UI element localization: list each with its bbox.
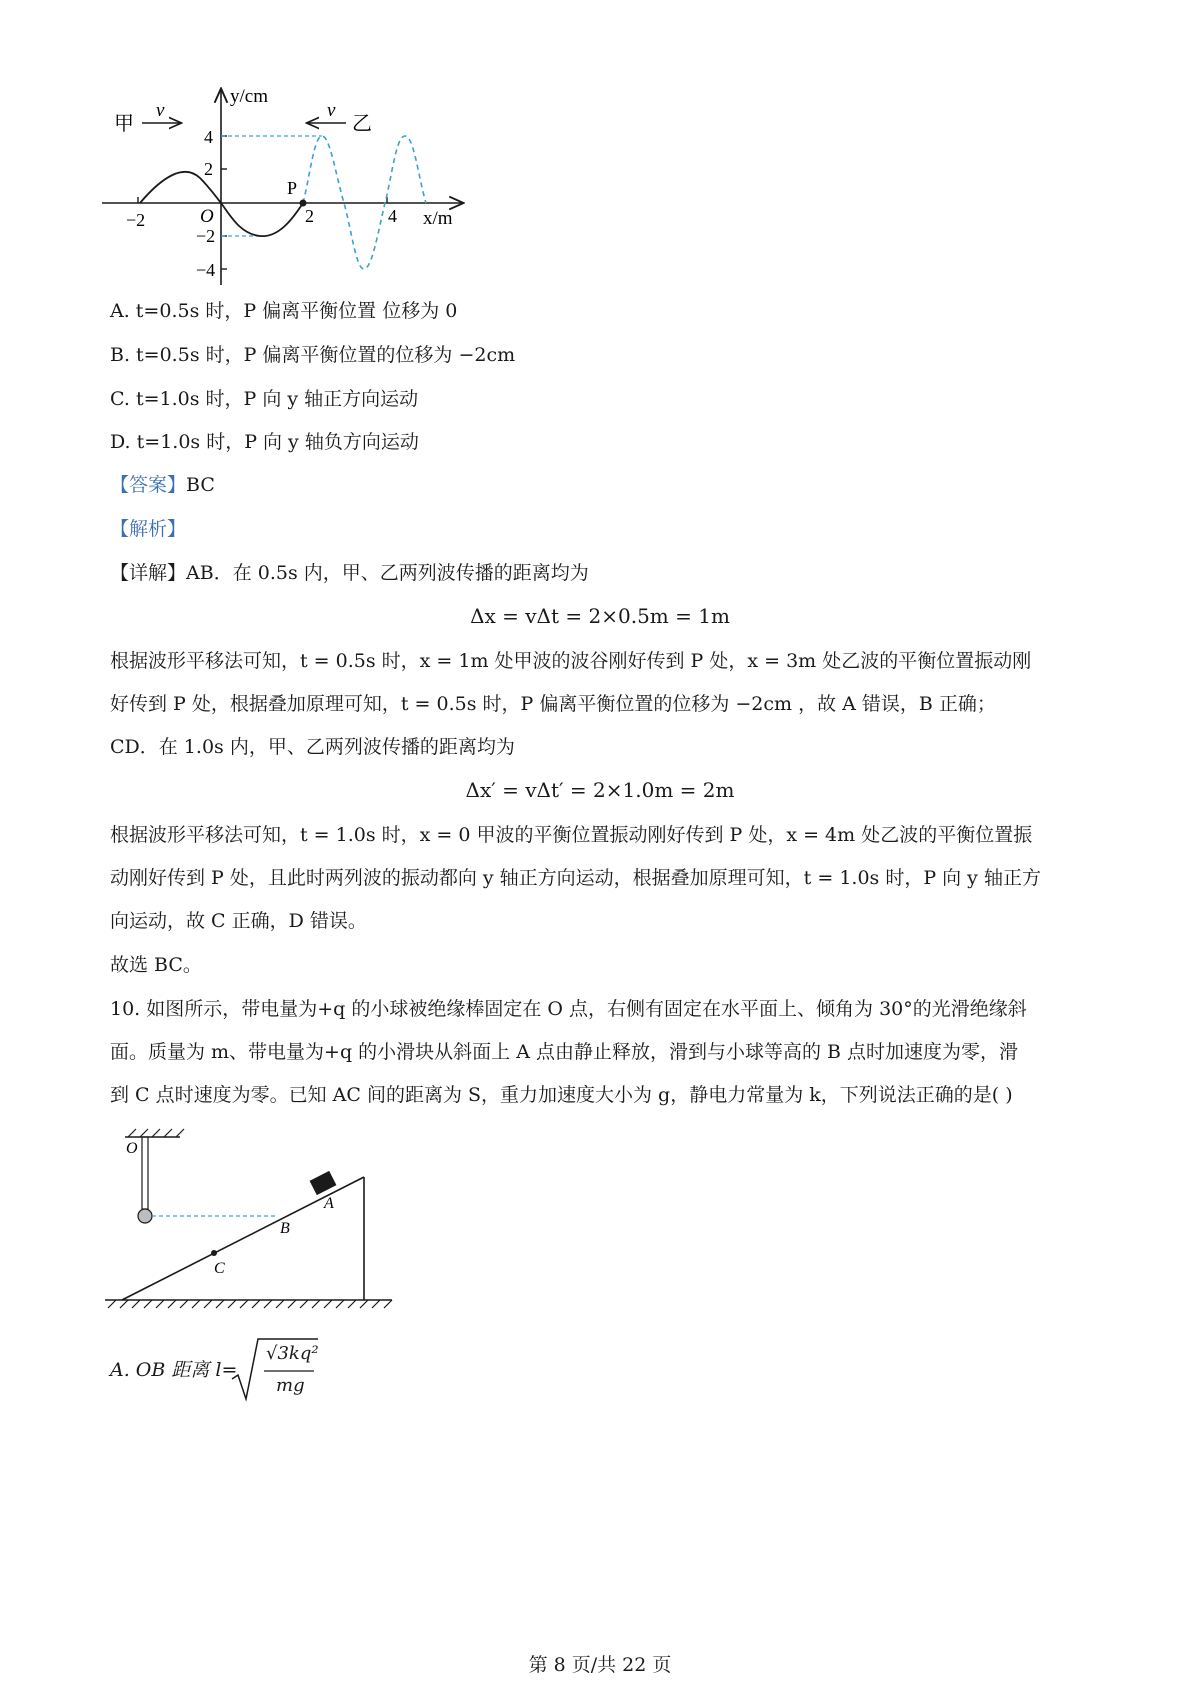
detail-tag: 【详解】: [110, 562, 187, 584]
analysis-tag: 【解析】: [110, 518, 187, 540]
detail-line-5: 根据波形平移法可知，t = 1.0s 时，x = 0 甲波的平衡位置振动刚好传到 P 处，x = 4m 处乙波的平衡位置振: [110, 824, 1033, 846]
option-q9-b: B. t=0.5s 时，P 偏离平衡位置的位移为 −2cm: [110, 344, 516, 366]
point-c: [211, 1250, 217, 1256]
y-tick-2: 2: [204, 159, 213, 179]
equation-1: Δx = vΔt = 2×0.5m = 1m: [470, 604, 730, 628]
wave-left-label: 甲: [114, 113, 134, 135]
wave-figure: [100, 80, 480, 295]
label-o: O: [126, 1140, 138, 1157]
option-q10-a: [110, 1335, 370, 1405]
velocity-label-left: v: [156, 100, 165, 121]
formula-denominator: mg: [276, 1375, 305, 1396]
y-tick-4: 4: [204, 127, 213, 147]
detail-line-8: 故选 BC。: [110, 954, 202, 976]
x-axis-label: x/m: [423, 208, 453, 229]
answer-line: [110, 472, 215, 498]
option-q10-a-prefix: A. OB 距离 l=: [110, 1359, 238, 1381]
detail-line-4: CD．在 1.0s 内，甲、乙两列波传播的距离均为: [110, 736, 515, 758]
question-10-line-1: 10. 如图所示，带电量为+q 的小球被绝缘棒固定在 O 点，右侧有固定在水平面上、倾角为 30°的光滑绝缘斜: [110, 998, 1027, 1020]
answer-tag: 【答案】: [110, 474, 187, 496]
wave-right-label: 乙: [352, 113, 372, 135]
charged-ball: [138, 1209, 152, 1223]
incline-figure: [100, 1125, 420, 1320]
option-q9-c: C. t=1.0s 时，P 向 y 轴正方向运动: [110, 388, 419, 410]
option-q9-a: A. t=0.5s 时，P 偏离平衡位置 位移为 0: [110, 300, 458, 322]
x-tick-neg2: −2: [126, 210, 146, 230]
detail-line-6: 动刚好传到 P 处，且此时两列波的振动都向 y 轴正方向运动，根据叠加原理可知，t = 1.0s 时，P 向 y 轴正方: [110, 867, 1041, 889]
question-10-line-2: 面。质量为 m、带电量为+q 的小滑块从斜面上 A 点由静止释放，滑到与小球等高的 B 点时加速度为零，滑: [110, 1041, 1019, 1063]
point-p-label: P: [287, 178, 298, 198]
detail-line-3: 好传到 P 处，根据叠加原理可知，t = 0.5s 时，P 偏离平衡位置的位移为 −2cm ，故 A 错误，B 正确；: [110, 693, 996, 715]
detail-line-2: 根据波形平移法可知，t = 0.5s 时，x = 1m 处甲波的波谷刚好传到 P 处，x = 3m 处乙波的平衡位置振动刚: [110, 650, 1032, 672]
x-tick-4: 4: [388, 206, 397, 226]
label-b: B: [280, 1220, 290, 1237]
sliding-block: [310, 1171, 337, 1195]
answer-text: BC: [186, 474, 215, 496]
y-tick-neg4: −4: [196, 260, 216, 280]
detail-line-7: 向运动，故 C 正确，D 错误。: [110, 910, 367, 932]
label-a: A: [324, 1195, 334, 1212]
page-footer: 第 8 页/共 22 页: [528, 1654, 672, 1676]
velocity-label-right: v: [327, 100, 336, 121]
option-q9-d: D. t=1.0s 时，P 向 y 轴负方向运动: [110, 431, 419, 453]
formula-numerator: √3kq²: [266, 1343, 319, 1364]
equation-2: Δx′ = vΔt′ = 2×1.0m = 2m: [465, 778, 735, 802]
origin-label: O: [200, 206, 214, 227]
question-10-line-3: 到 C 点时速度为零。已知 AC 间的距离为 S，重力加速度大小为 g，静电力常量为 k，下列说法正确的是( ): [110, 1084, 1013, 1106]
label-c: C: [214, 1260, 225, 1277]
y-axis-label: y/cm: [230, 86, 268, 107]
y-tick-neg2: −2: [196, 226, 216, 246]
detail-line-1: 【详解】AB．在 0.5s 内，甲、乙两列波传播的距离均为: [110, 562, 589, 584]
x-tick-2: 2: [305, 206, 314, 226]
